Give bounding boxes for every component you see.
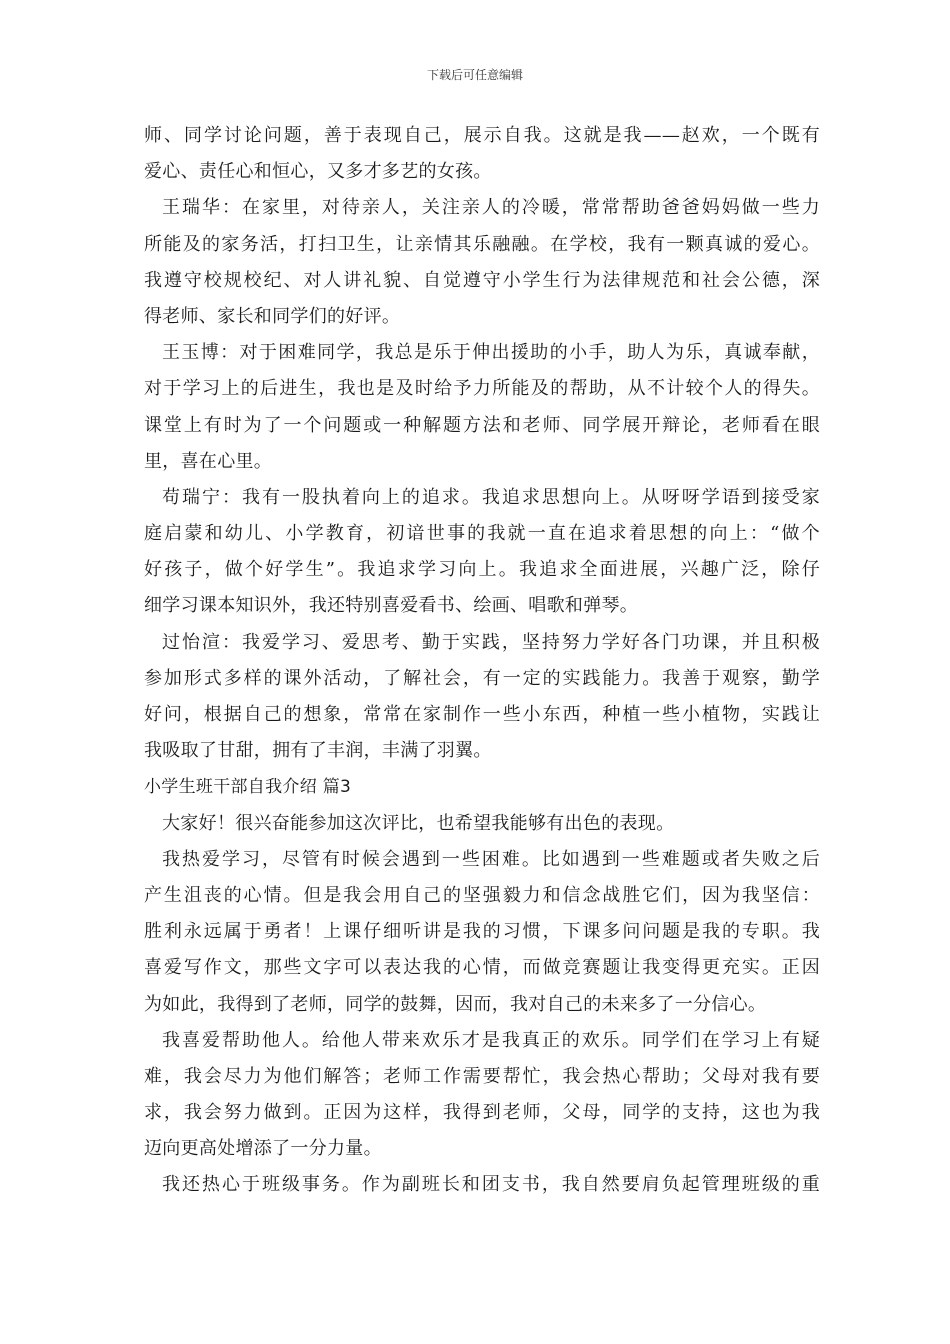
text-line: 王瑞华：在家里，对待亲人，关注亲人的冷暖，常常帮助爸爸妈妈做一些力	[162, 197, 820, 219]
text-line: 我遵守校规校纪、对人讲礼貌、自觉遵守小学生行为法律规范和社会公德，深	[144, 269, 820, 291]
text-line: 难，我会尽力为他们解答；老师工作需要帮忙，我会热心帮助；父母对我有要	[144, 1065, 820, 1087]
text-line: 我热爱学习，尽管有时候会遇到一些困难。比如遇到一些难题或者失败之后	[162, 848, 820, 870]
text-line: 为如此，我得到了老师，同学的鼓舞，因而，我对自己的未来多了一分信心。	[144, 993, 767, 1015]
text-line: 求，我会努力做到。正因为这样，我得到老师，父母，同学的支持，这也为我	[144, 1102, 820, 1124]
text-line: 参加形式多样的课外活动，了解社会，有一定的实践能力。我善于观察，勤学	[144, 667, 820, 689]
text-line: 庭启蒙和幼儿、小学教育，初谙世事的我就一直在追求着思想的向上：“做个	[144, 523, 820, 545]
text-line: 喜爱写作文，那些文字可以表达我的心情，而做竞赛题让我变得更充实。正因	[144, 957, 820, 979]
text-line: 得老师、家长和同学们的好评。	[144, 305, 401, 327]
text-line: 我喜爱帮助他人。给他人带来欢乐才是我真正的欢乐。同学们在学习上有疑	[162, 1029, 820, 1051]
text-line: 对于学习上的后进生，我也是及时给予力所能及的帮助，从不计较个人的得失。	[144, 378, 820, 400]
text-line: 好孩子，做个好学生”。我追求学习向上。我追求全面进展，兴趣广泛，除仔	[144, 559, 820, 581]
text-line: 好问，根据自己的想象，常常在家制作一些小东西，种植一些小植物，实践让	[144, 704, 820, 725]
text-line: 王玉博：对于困难同学，我总是乐于伸出援助的小手，助人为乐，真诚奉献，	[162, 342, 820, 364]
text-line: 产生沮丧的心情。但是我会用自己的坚强毅力和信念战胜它们，因为我坚信：	[144, 884, 820, 906]
text-line: 苟瑞宁：我有一股执着向上的追求。我追求思想向上。从呀呀学语到接受家	[162, 486, 820, 508]
text-line: 我吸取了甘甜，拥有了丰润，丰满了羽翼。	[144, 740, 492, 762]
text-line: 里，喜在心里。	[144, 450, 273, 472]
text-line: 胜利永远属于勇者！上课仔细听讲是我的习惯，下课多问问题是我的专职。我	[144, 921, 820, 943]
text-line: 爱心、责任心和恒心，又多才多艺的女孩。	[144, 161, 492, 183]
text-line: 细学习课本知识外，我还特别喜爱看书、绘画、唱歌和弹琴。	[144, 595, 639, 617]
text-line: 师、同学讨论问题，善于表现自己，展示自我。这就是我——赵欢，一个既有	[144, 125, 820, 146]
text-line: 大家好！很兴奋能参加这次评比，也希望我能够有出色的表现。	[162, 812, 675, 834]
text-line: 过怡渲：我爱学习、爱思考、勤于实践，坚持努力学好各门功课，并且积极	[162, 631, 820, 653]
text-line: 迈向更高处增添了一分力量。	[144, 1138, 382, 1160]
document-body	[144, 118, 820, 1204]
text-line: 课堂上有时为了一个问题或一种解题方法和老师、同学展开辩论，老师看在眼	[144, 414, 820, 436]
text-line: 我还热心于班级事务。作为副班长和团支书，我自然要肩负起管理班级的重	[162, 1174, 820, 1196]
page-header: 下载后可任意编辑	[426, 68, 523, 82]
text-line: 所能及的家务活，打扫卫生，让亲情其乐融融。在学校，我有一颗真诚的爱心。	[144, 233, 820, 255]
section-heading: 小学生班干部自我介绍 篇3	[144, 777, 352, 798]
